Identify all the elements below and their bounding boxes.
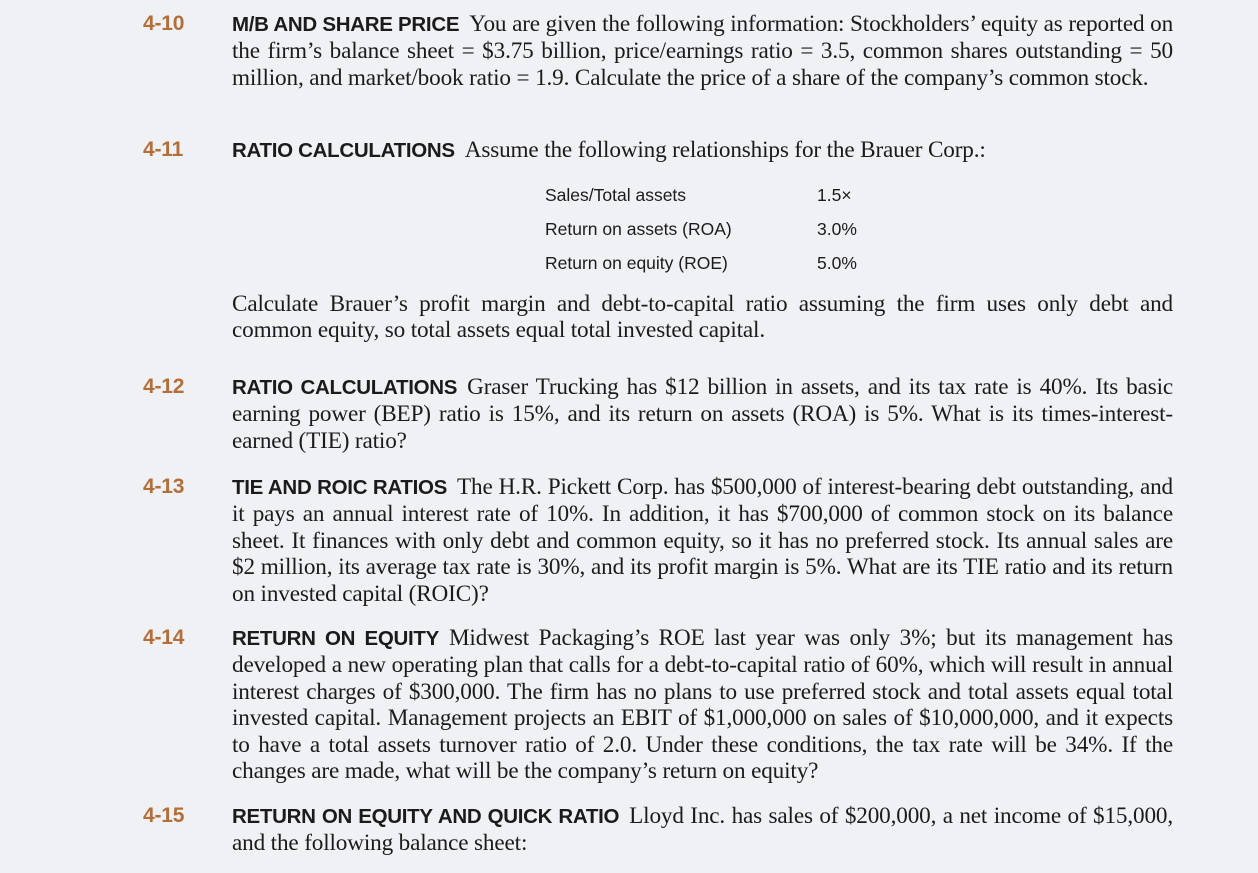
problem-heading: RETURN ON EQUITY AND QUICK RATIO (232, 805, 620, 828)
problem-body (232, 11, 1173, 91)
ratio-label: Return on assets (ROA) (545, 219, 732, 239)
problem-body (232, 474, 1173, 607)
problem-number: 4-14 (143, 626, 185, 649)
problem-body (232, 803, 1173, 857)
ratio-row (545, 217, 875, 251)
problem-number: 4-10 (143, 12, 185, 35)
ratio-row (545, 183, 875, 217)
problem-text: You are given the following information: Stockholders’ equity as reported on the firm’s balance sheet = $3.75 billion, price/earnings ratio = 3.5, common shares outstanding = 50 million, and market/book ratio = 1.9. Calculate the price of a share of the company’s common stock. (232, 11, 1174, 91)
problem-followup: Calculate Brauer’s profit margin and debt-to-capital ratio assuming the firm uses only debt and common equity, so total assets equal total invested capital. (232, 291, 1173, 344)
problem-heading: RETURN ON EQUITY (232, 627, 439, 650)
ratio-label: Return on equity (ROE) (545, 253, 728, 273)
problem-number: 4-11 (143, 138, 184, 161)
problem-heading: TIE AND ROIC RATIOS (232, 476, 448, 499)
problem-text: Assume the following relationships for the Brauer Corp.: (464, 137, 986, 163)
ratio-value: 3.0% (817, 219, 857, 239)
problem-heading: RATIO CALCULATIONS (232, 376, 458, 399)
problem-body (232, 625, 1173, 784)
problem-number: 4-13 (143, 475, 185, 498)
problem-text: Graser Trucking has $12 billion in assets, and its tax rate is 40%. Its basic earning power (BEP) ratio is 15%, and its return on assets (ROA) is 5%. What is its times-interest-earned (TIE) ratio? (232, 374, 1173, 454)
problem-text: Lloyd Inc. has sales of $200,000, a net income of $15,000, and the following balance sheet: (232, 803, 1174, 857)
problem-number: 4-12 (143, 375, 185, 398)
problem-heading: RATIO CALCULATIONS (232, 139, 455, 162)
ratio-value: 5.0% (817, 253, 857, 273)
problem-text: Midwest Packaging’s ROE last year was only 3%; but its management has developed a new operating plan that calls for a debt-to-capital ratio of 60%, which will result in annual interest charges of $300,000. The firm has no plans to use preferred stock and total assets equal total invested capital. Management projects an EBIT of $1,000,000 on sales of $10,000,000, and it expects to have a total assets turnover ratio of 2.0. Under these conditions, the tax rate will be 34%. If the changes are made, what will be the company’s return on equity? (232, 625, 1173, 785)
ratio-table (545, 183, 875, 285)
ratio-row (545, 251, 875, 285)
problem-number: 4-15 (143, 804, 185, 827)
problem-body (232, 374, 1173, 454)
problem-text: The H.R. Pickett Corp. has $500,000 of interest-bearing debt outstanding, and it pays an annual interest rate of 10%. In addition, it has $700,000 of common stock on its balance sheet. It finances with only debt and common equity, so it has no preferred stock. Its annual sales are $2 million, its average tax rate is 30%, and its profit margin is 5%. What are its TIE ratio and its return on invested capital (ROIC)? (232, 474, 1173, 607)
ratio-label: Sales/Total assets (545, 185, 687, 205)
problem-heading: M/B AND SHARE PRICE (232, 13, 460, 36)
problem-body (232, 137, 1173, 164)
ratio-value: 1.5× (817, 185, 852, 205)
